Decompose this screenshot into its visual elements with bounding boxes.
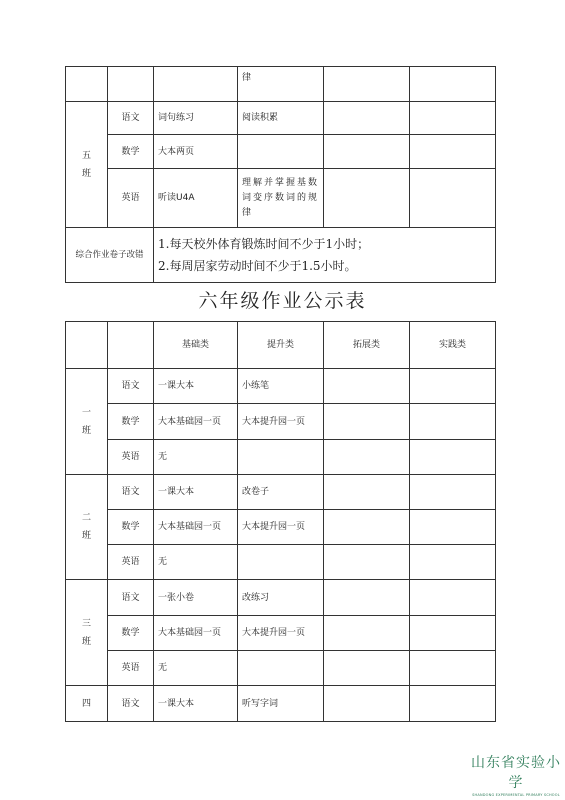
- homework-table-continued: [65, 66, 496, 283]
- table-row: [66, 440, 496, 475]
- table-row: [66, 369, 496, 404]
- subject-cell: 数学: [108, 616, 154, 651]
- tishen-cell: [238, 545, 324, 580]
- tishen-cell: 阅读积累: [238, 102, 324, 135]
- grade6-homework-table: [65, 321, 496, 722]
- table-row: [66, 510, 496, 545]
- summary-notes: [154, 228, 496, 283]
- note-line-2: 2.每周居家劳动时间不少于1.5小时。: [158, 259, 357, 273]
- class-label-text: 二 班: [81, 513, 91, 541]
- header-shijian: 实践类: [410, 322, 496, 369]
- summary-row: [66, 228, 496, 283]
- tishen-cell: 律: [238, 67, 324, 102]
- table-row: [66, 616, 496, 651]
- subject-cell: 语文: [108, 102, 154, 135]
- subject-cell: 英语: [108, 169, 154, 228]
- subject-cell: 语文: [108, 369, 154, 404]
- table-row: [66, 135, 496, 169]
- subject-cell: 英语: [108, 651, 154, 686]
- table-row: [66, 580, 496, 616]
- class-label-1: [66, 369, 108, 475]
- jichu-cell: 大本基础园一页: [154, 510, 238, 545]
- header-tuozhan: 拓展类: [324, 322, 410, 369]
- subject-cell: 英语: [108, 440, 154, 475]
- jichu-cell: 大本基础园一页: [154, 404, 238, 440]
- tishen-cell: 听写字词: [238, 686, 324, 722]
- header-tishen: 提升类: [238, 322, 324, 369]
- table-row: [66, 169, 496, 228]
- header-row: [66, 322, 496, 369]
- table-row: [66, 686, 496, 722]
- class-label-4: 四: [66, 686, 108, 722]
- header-jichu: 基础类: [154, 322, 238, 369]
- jichu-cell: 无: [154, 440, 238, 475]
- subject-cell: 语文: [108, 686, 154, 722]
- class-label-text: 五 班: [81, 150, 91, 179]
- logo-cn: 山东省实验小学: [471, 755, 561, 791]
- table-row: [66, 404, 496, 440]
- logo-en: SHANDONG EXPERIMENTAL PRIMARY SCHOOL: [472, 793, 560, 797]
- jichu-cell: 一课大本: [154, 475, 238, 510]
- class-label-2: [66, 475, 108, 580]
- class-label-3: [66, 580, 108, 686]
- tishen-cell: [238, 135, 324, 169]
- tishen-cell: [238, 440, 324, 475]
- jichu-cell: 一课大本: [154, 686, 238, 722]
- tishen-cell: 改卷子: [238, 475, 324, 510]
- table-row: [66, 545, 496, 580]
- subject-cell: 数学: [108, 404, 154, 440]
- class-label-text: 三 班: [81, 618, 91, 647]
- class-label-text: 一 班: [81, 407, 91, 436]
- table-row: [66, 475, 496, 510]
- tishen-cell: 大本提升园一页: [238, 510, 324, 545]
- jichu-cell: 大本基础园一页: [154, 616, 238, 651]
- school-logo: [470, 752, 562, 797]
- page-title: 六年级作业公示表: [198, 290, 367, 312]
- jichu-cell: 无: [154, 545, 238, 580]
- table-row: [66, 102, 496, 135]
- jichu-cell: 大本两页: [154, 135, 238, 169]
- class-label-5: [66, 102, 108, 228]
- tishen-cell: 理解并掌握基数词变序数词的规律: [238, 169, 324, 228]
- table-row: [66, 67, 496, 102]
- tishen-cell: 改练习: [238, 580, 324, 616]
- subject-cell: 英语: [108, 545, 154, 580]
- jichu-cell: 一课大本: [154, 369, 238, 404]
- jichu-cell: 听读U4A: [154, 169, 238, 228]
- tishen-cell: 大本提升园一页: [238, 404, 324, 440]
- table-row: [66, 651, 496, 686]
- jichu-cell: 一张小卷: [154, 580, 238, 616]
- summary-label: 综合作业卷子改错: [66, 228, 154, 283]
- subject-cell: 数学: [108, 135, 154, 169]
- subject-cell: 语文: [108, 475, 154, 510]
- tishen-cell: 小练笔: [238, 369, 324, 404]
- jichu-cell: 无: [154, 651, 238, 686]
- jichu-cell: 词句练习: [154, 102, 238, 135]
- tishen-cell: 大本提升园一页: [238, 616, 324, 651]
- subject-cell: 语文: [108, 580, 154, 616]
- tishen-cell: [238, 651, 324, 686]
- note-line-1: 1.每天校外体育锻炼时间不少于1小时；: [158, 237, 370, 251]
- subject-cell: 数学: [108, 510, 154, 545]
